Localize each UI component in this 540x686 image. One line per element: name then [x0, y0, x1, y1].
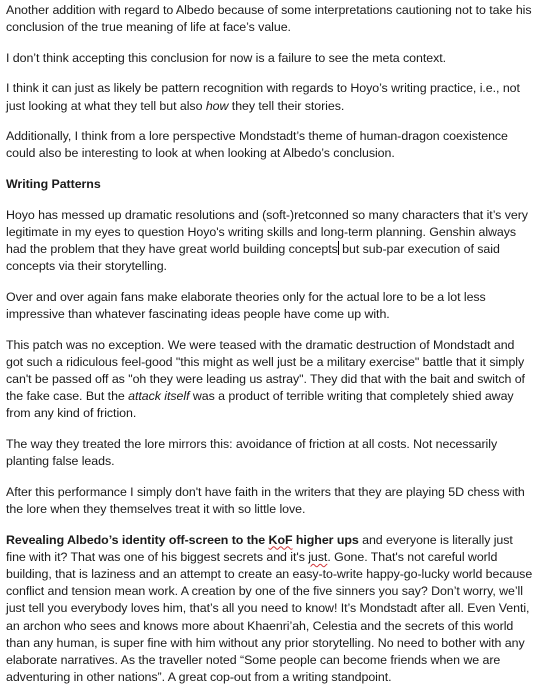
text-run: but sub-par execution of said concepts via their storytelling. [6, 241, 500, 274]
paragraph-fan-theories: Over and over again fans make elaborate theories only for the actual lore to be a lot less impressive than whatever fascinating ideas people have come up with. [6, 289, 486, 321]
paragraph-no-faith: After this performance I simply don't have faith in the writers that they are playing 5D chess with the lore when they themselves treat it with so little love. [6, 484, 525, 516]
bold-text-kof-misspelled: KoF [268, 532, 293, 547]
italic-text-attack-itself: attack itself [128, 389, 190, 404]
text-run: was a product of terrible writing that completely shied away from any kind of friction. [6, 389, 514, 421]
section-heading-writing-patterns: Writing Patterns [6, 176, 101, 191]
bold-text-run: Revealing Albedo’s identity off-screen to the [6, 532, 269, 547]
text-just-flagged: just [308, 549, 328, 564]
paragraph-meta-context: I don’t think accepting this conclusion for now is a failure to see the meta context. [6, 50, 446, 65]
text-run: they tell their stories. [228, 98, 345, 113]
paragraph-avoidance-of-friction: The way they treated the lore mirrors this: avoidance of friction at all costs. Not necessarily planting false leads. [6, 436, 498, 469]
paragraph-patch-exception [6, 337, 534, 423]
text-run: . Gone. That's not careful world building, that is laziness and an attempt to create an easy-to-write happy-go-lucky world because conflict and tension mean work. A creation by one of the five sinners you say? Don’t worry, we’ll just tell you everybody loves him, that’s all you need to know! It’s Mondstadt after all. Even Venti, an archon who sees and knows more about Khaenri’ah, Celestia and the secrets of this world than any human, is super fine with him without any prior storytelling. No need to bother with any elaborate narratives. As the traveller noted “Some people can become friends when we are adventuring in other nations”. A great cop-out from a writing standpoint. [6, 549, 533, 685]
paragraph-retcons [6, 207, 534, 276]
bold-text-run: higher ups [292, 532, 359, 547]
text-run: I think it can just as likely be pattern recognition with regards to Hoyo’s writing practice, i.e., not just looking at what they tell but also [6, 81, 520, 113]
text-run: This patch was no exception. We were teased with the dramatic destruction of Mondstadt and got such a ridiculous feel-good "this might as well just be a military exercise" battle that it simply can't be passed off as "oh they were leading us astray". They did that with the bait and switch of the fake case. But the [6, 337, 525, 404]
text-run: and everyone is literally just fine with it? That was one of his biggest secrets and it's [6, 532, 513, 564]
paragraph-pattern-recognition [6, 80, 534, 114]
paragraph-revealing-identity [6, 532, 534, 686]
text-run: Hoyo has messed up dramatic resolutions and (soft-)retconned so many characters that it’s very legitimate in my eyes to question Hoyo's writing skills and long-term planning. Genshin always had the problem that they have great world building concepts [6, 207, 528, 256]
paragraph-lore-perspective: Additionally, I think from a lore perspective Mondstadt’s theme of human-dragon coexistence could also be interesting to look at when looking at Albedo’s conclusion. [6, 129, 508, 161]
paragraph-albedo-addition: Another addition with regard to Albedo because of some interpretations cautioning not to take his conclusion of the true meaning of life at face’s value. [6, 3, 532, 35]
italic-text-how: how [205, 98, 229, 113]
